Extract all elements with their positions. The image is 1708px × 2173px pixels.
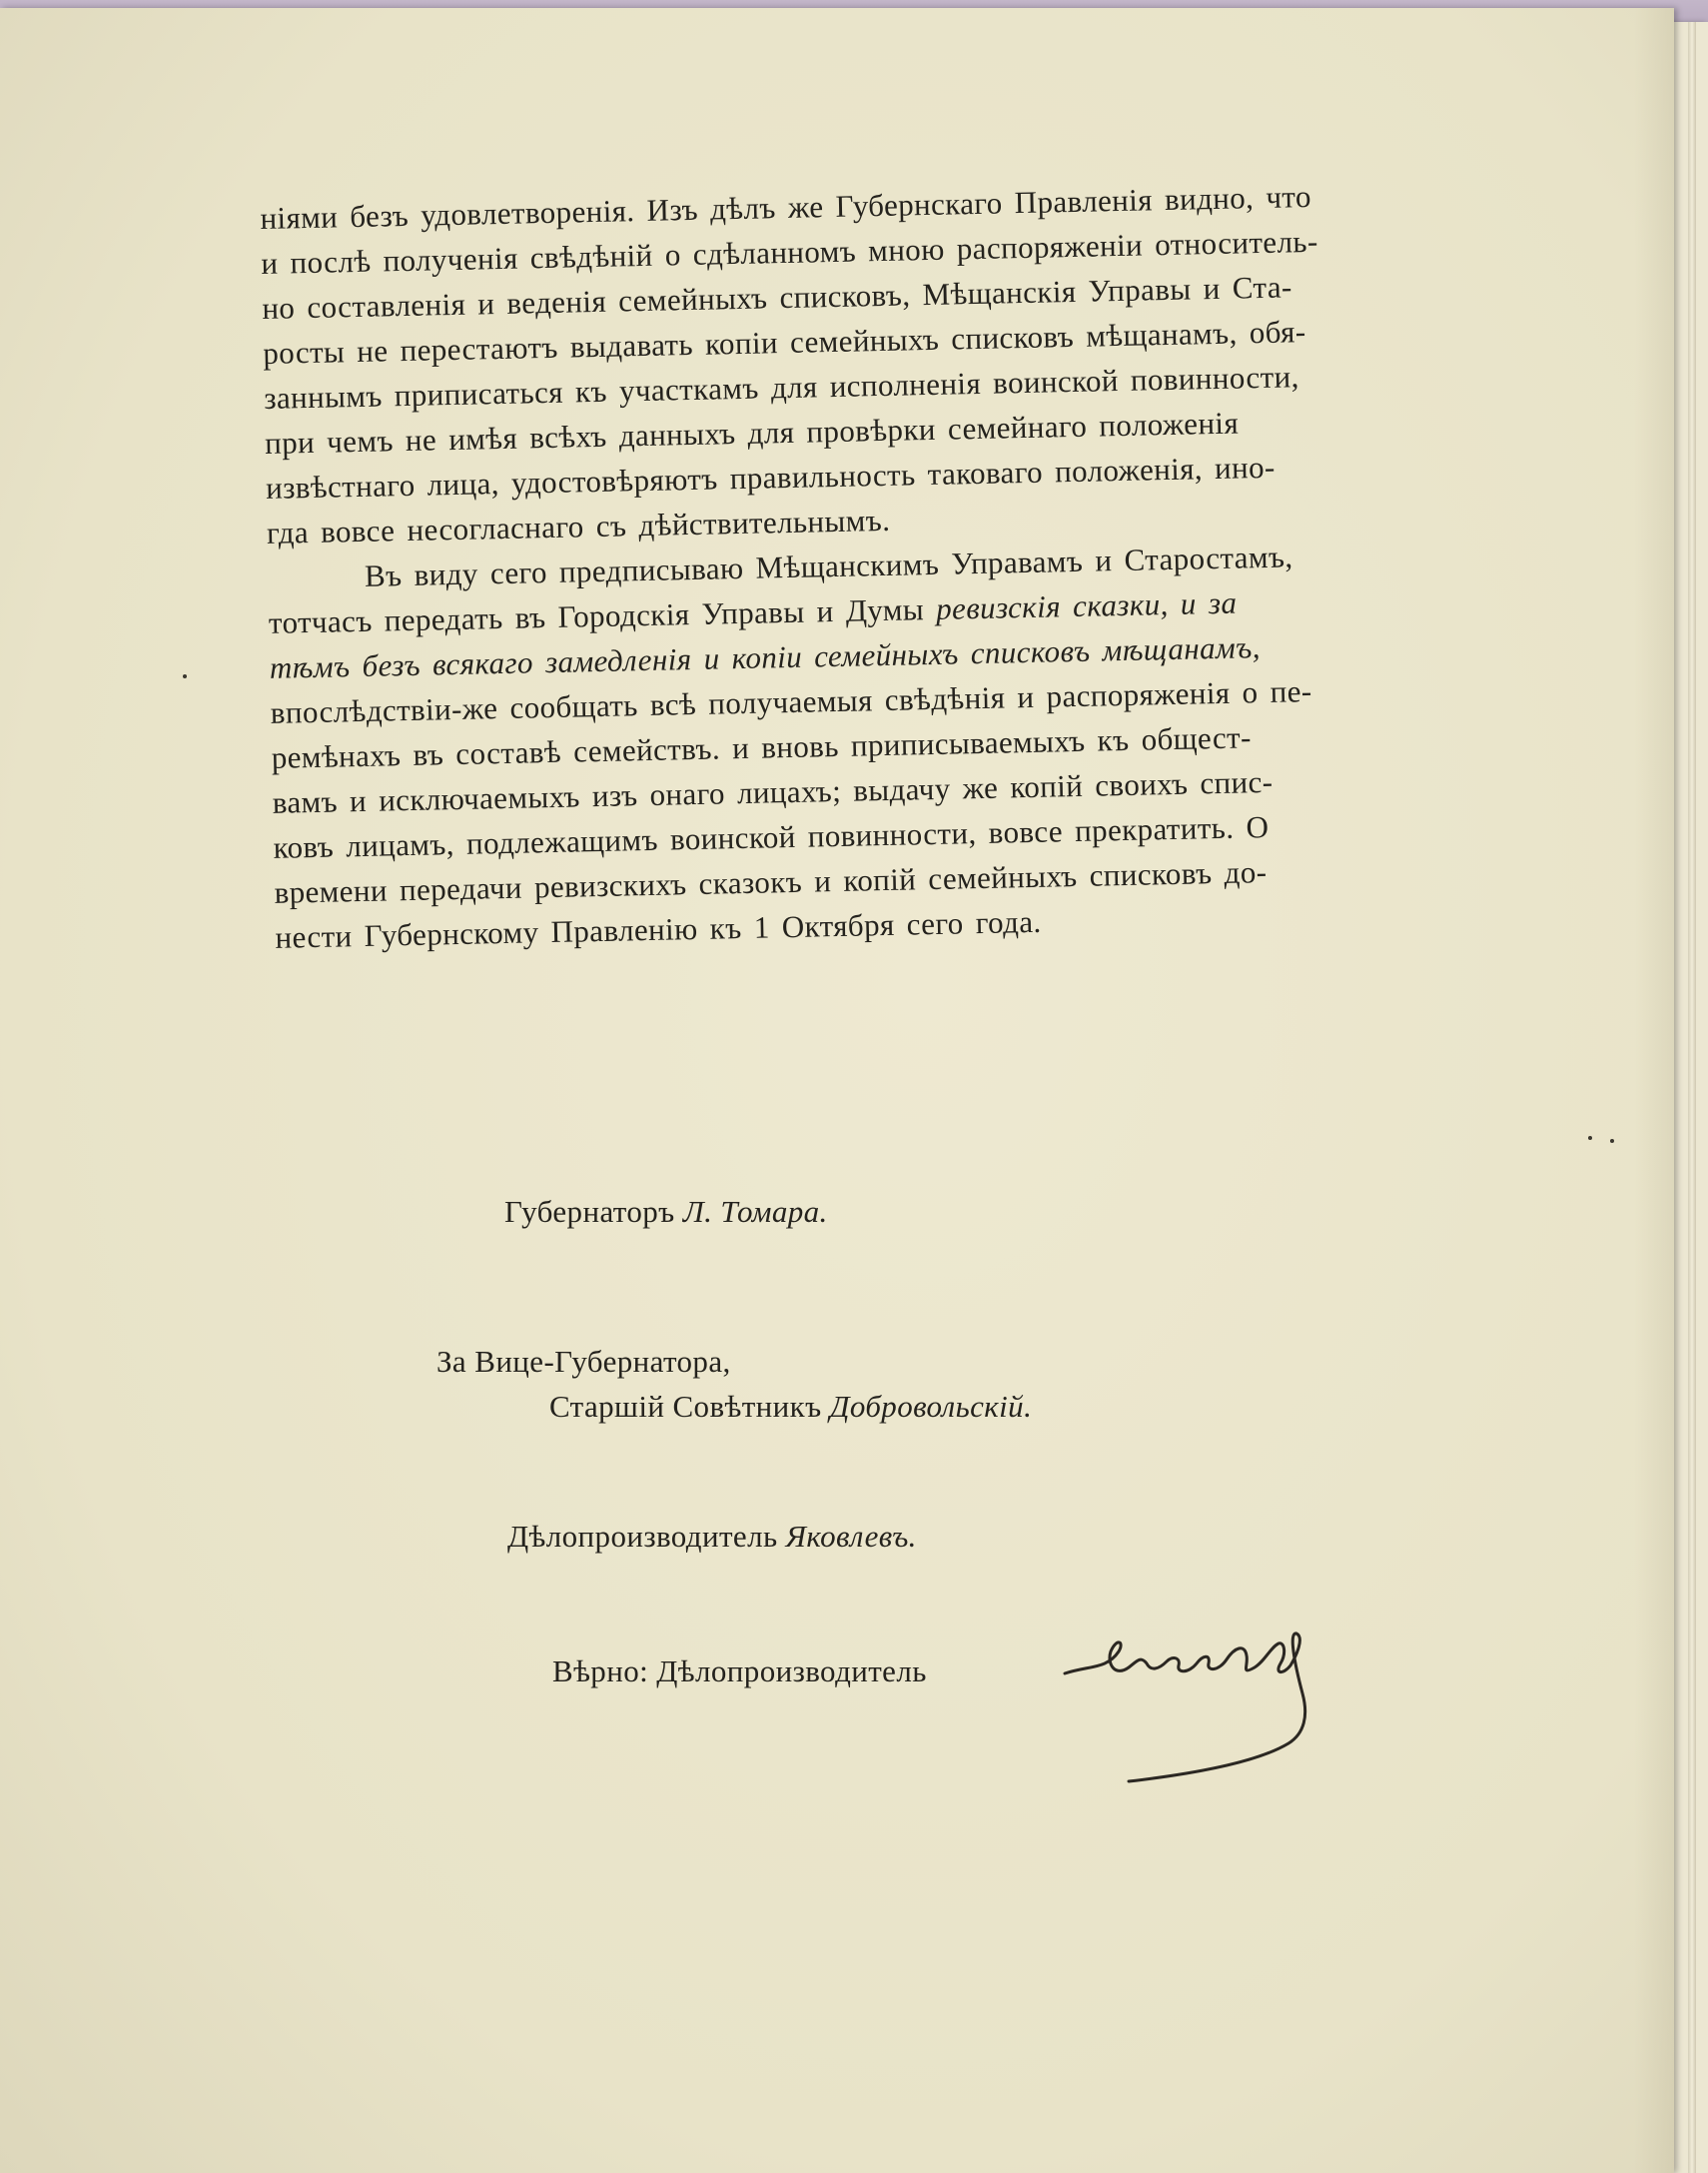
councillor-title: Старшій Совѣтникъ	[549, 1389, 830, 1424]
text-line: ніями безъ удовлетворенія. Изъ дѣлъ же Губернскаго Правленія видно, что	[260, 178, 1312, 236]
text-line: Въ виду сего предписываю Мѣщанскимъ Управамъ и Старостамъ,	[364, 539, 1293, 593]
clerk-title: Дѣлопроизводитель	[507, 1519, 786, 1554]
ink-speck	[1588, 1136, 1592, 1140]
handwritten-signature	[1059, 1604, 1358, 1783]
councillor-signature-line	[549, 1389, 1032, 1425]
text-line: ремѣнахъ въ составѣ семействъ. и вновь приписываемыхъ къ общест-	[271, 719, 1253, 775]
text-line: впослѣдствіи-же сообщать всѣ получаемыя свѣдѣнія и распоряженія о пе-	[270, 673, 1312, 730]
text-line: ковъ лицамъ, подлежащимъ воинской повинности, вовсе прекратить. О	[273, 808, 1270, 865]
document-body	[260, 167, 1674, 960]
text-run: тотчасъ передать въ Городскія Управы и Думы	[268, 590, 937, 640]
text-line: заннымъ приписаться къ участкамъ для исполненія воинской повинности,	[263, 359, 1300, 416]
text-line: и послѣ полученія свѣдѣній о сдѣланномъ мною распоряженіи относитель-	[261, 223, 1318, 281]
text-line: при чемъ не имѣя всѣхъ данныхъ для провѣрки семейнаго положенія	[264, 405, 1240, 461]
paragraph-1	[260, 167, 1665, 555]
clerk-name: Яковлевъ.	[785, 1519, 917, 1554]
governor-signature-line	[504, 1194, 828, 1230]
governor-name: Л. Томара.	[682, 1194, 828, 1229]
councillor-name: Добровольскій.	[829, 1389, 1033, 1424]
ink-speck	[183, 674, 187, 678]
text-line: росты не перестаютъ выдавать копіи семейныхъ списковъ мѣщанамъ, обя-	[262, 314, 1306, 371]
text-line: извѣстнаго лица, удостовѣряютъ правильность таковаго положенія, ино-	[265, 449, 1277, 506]
text-line: гда вовсе несогласнаго съ дѣйствительнымъ.	[266, 502, 891, 550]
text-line: вамъ и исключаемыхъ изъ онаго лицахъ; выдачу же копій своихъ спис-	[272, 763, 1274, 820]
italic-run: ревизскія сказки, и за	[935, 584, 1238, 626]
text-line: но составленія и веденія семейныхъ списковъ, Мѣщанскія Управы и Ста-	[261, 269, 1292, 326]
paragraph-2	[268, 527, 1674, 960]
governor-title: Губернаторъ	[504, 1194, 683, 1229]
text-line: времени передачи ревизскихъ сказокъ и копій семейныхъ списковъ до-	[274, 854, 1268, 910]
ink-speck	[1610, 1139, 1614, 1143]
italic-line: тѣмъ безъ всякаго замедленія и копіи семейныхъ списковъ мѣщанамъ,	[269, 629, 1262, 685]
page-fold	[1688, 22, 1696, 2173]
clerk-signature-line	[507, 1519, 917, 1555]
vice-governor-line: За Вице-Губернатора,	[436, 1344, 731, 1379]
text-line: нести Губернскому Правленію къ 1 Октября сего года.	[275, 903, 1042, 955]
certification-line: Вѣрно: Дѣлопроизводитель	[552, 1653, 927, 1688]
